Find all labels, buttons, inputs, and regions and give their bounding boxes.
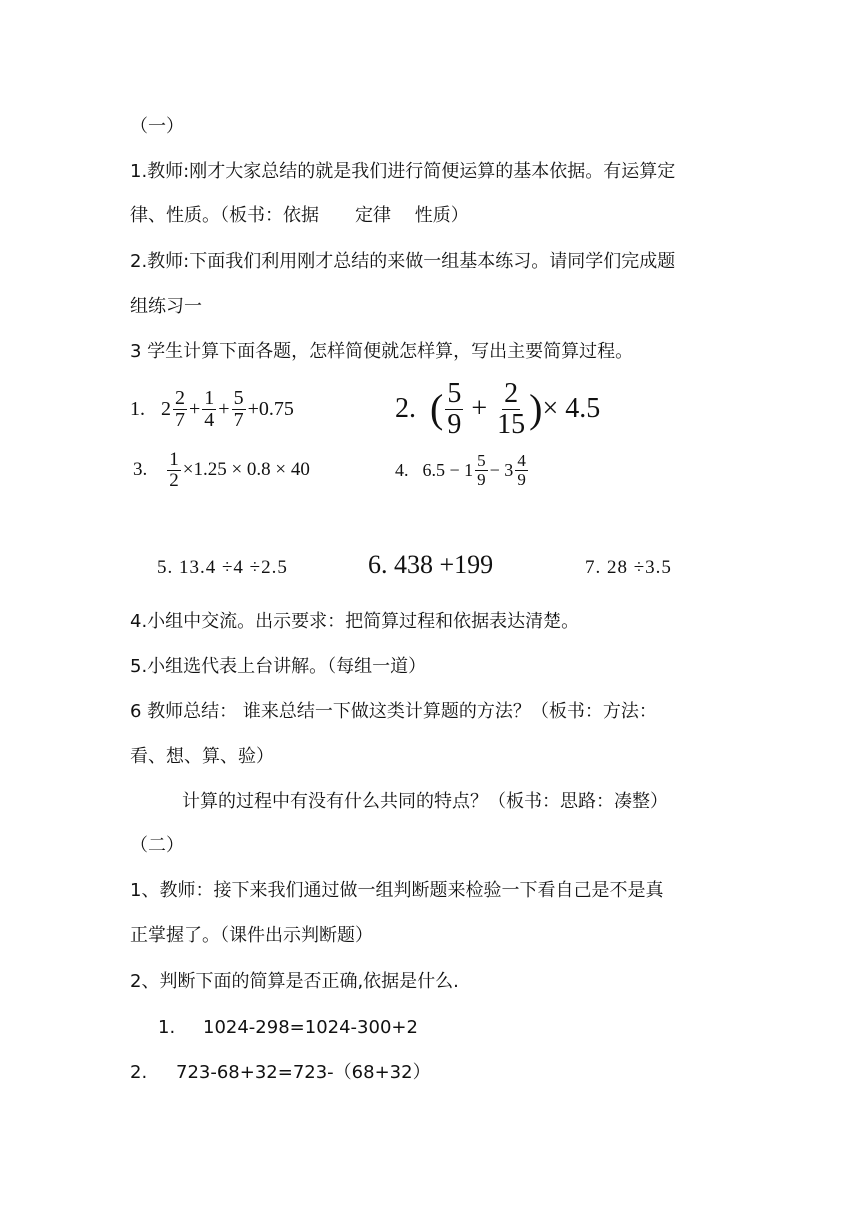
problem-1-op-2: + — [218, 397, 230, 420]
section-heading-2: （二） — [130, 835, 184, 856]
problem-2-open-paren: ( — [430, 386, 444, 431]
paragraph-judge-instruction: 2、判断下面的简算是否正确,依据是什么. — [130, 971, 459, 992]
problem-2-fraction-2: $\frac{2}{15}$ — [497, 378, 526, 440]
problem-4-label: 4. — [395, 459, 409, 480]
paragraph-teacher-2-cont: 组练习一 — [130, 296, 202, 317]
problem-4-mid: − 3 — [489, 459, 514, 480]
problem-1-label: 1. — [130, 397, 145, 420]
problem-4-head: 6.5 − 1 — [422, 459, 474, 480]
problem-2-tail: × 4.5 — [542, 393, 601, 424]
problem-1-fraction-1: $\frac{2}{7}$ — [175, 386, 185, 431]
paragraph-teacher-1-cont: 律、性质。（板书：依据 定律 性质） — [130, 205, 469, 226]
paragraph-summary-6-cont: 看、想、算、验） — [130, 746, 274, 767]
paragraph-student-3: 3 学生计算下面各题，怎样简便就怎样算，写出主要简算过程。 — [130, 341, 634, 362]
paragraph-teacher-1: 1.教师:刚才大家总结的就是我们进行简便运算的基本依据。有运算定 — [130, 161, 676, 182]
judge-item-1-number: 1. — [158, 1017, 176, 1038]
problem-2-fraction-1: $\frac{5}{9}$ — [447, 378, 462, 440]
problem-4 — [395, 444, 530, 496]
paragraph-summary-6-question: 计算的过程中有没有什么共同的特点？（板书：思路：凑整） — [182, 791, 668, 812]
problem-2-label: 2. — [395, 393, 416, 424]
paragraph-summary-6: 6 教师总结： 谁来总结一下做这类计算题的方法？（板书：方法： — [130, 701, 657, 722]
problem-1-whole: 2 — [161, 397, 171, 420]
problem-3-label: 3. — [133, 459, 148, 480]
problem-2-close-paren: ) — [529, 386, 543, 431]
problem-1-fraction-3: $\frac{5}{7}$ — [233, 386, 244, 431]
problem-4-fraction-2: $\frac{4}{9}$ — [517, 450, 526, 489]
paragraph-teacher-judge: 1、教师：接下来我们通过做一组判断题来检验一下看自己是不是真 — [130, 880, 664, 901]
paragraph-group-4: 4.小组中交流。出示要求：把简算过程和依据表达清楚。 — [130, 611, 580, 632]
judge-item-1-expression: 1024-298=1024-300+2 — [203, 1017, 418, 1038]
problem-1-fraction-2: $\frac{1}{4}$ — [204, 386, 215, 431]
judge-item-2-expression: 723-68+32=723-（68+32） — [176, 1062, 431, 1083]
problem-3 — [133, 444, 310, 496]
problem-5: 5. 13.4 ÷4 ÷2.5 — [157, 557, 288, 578]
problem-1 — [130, 380, 294, 438]
paragraph-teacher-judge-cont: 正掌握了。（课件出示判断题） — [130, 925, 373, 946]
paragraph-group-5: 5.小组选代表上台讲解。（每组一道） — [130, 656, 427, 677]
problem-3-tail: ×1.25 × 0.8 × 40 — [182, 459, 310, 480]
problem-6: 6. 438 +199 — [368, 550, 494, 579]
problem-1-tail: 0.75 — [258, 397, 294, 420]
problem-7: 7. 28 ÷3.5 — [585, 557, 672, 578]
problem-2 — [395, 374, 600, 444]
problem-1-op-1: + — [189, 397, 201, 420]
problem-4-fraction-1: $\frac{5}{9}$ — [477, 450, 486, 489]
problem-2-op-1: + — [471, 393, 488, 424]
problem-1-op-3: + — [247, 397, 259, 420]
judge-item-2-number: 2. — [130, 1062, 148, 1083]
problem-3-fraction-1: $\frac{1}{2}$ — [169, 448, 179, 491]
section-heading-1: （一） — [130, 116, 184, 137]
paragraph-teacher-2: 2.教师:下面我们利用刚才总结的来做一组基本练习。请同学们完成题 — [130, 251, 676, 272]
